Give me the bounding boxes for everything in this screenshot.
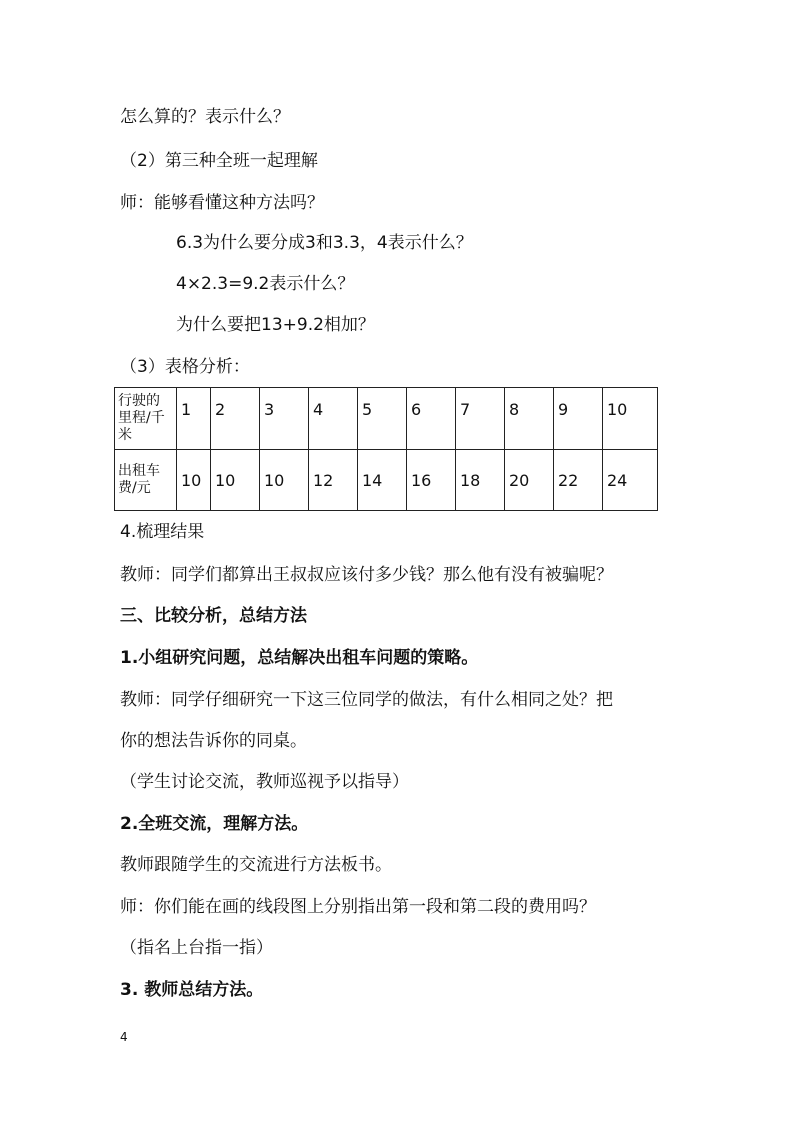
table-row	[115, 450, 658, 511]
table-cell: 10	[177, 450, 211, 511]
subsection-heading: 4.梳理结果	[120, 522, 205, 542]
table-cell: 10	[211, 450, 260, 511]
table-cell: 10	[260, 450, 309, 511]
table-cell: 7	[456, 388, 505, 450]
table-cell: 5	[358, 388, 407, 450]
fare-table	[114, 387, 658, 511]
table-cell: 22	[554, 450, 603, 511]
table-cell: 24	[603, 450, 658, 511]
table-cell: 20	[505, 450, 554, 511]
step-heading: 2.全班交流，理解方法。	[120, 814, 309, 834]
question-line: 为什么要把13+9.2相加？	[176, 315, 375, 335]
subsection-heading: （3）表格分析：	[120, 357, 250, 377]
table-cell: 4	[309, 388, 358, 450]
table-row	[115, 388, 658, 450]
step-heading: 1.小组研究问题，总结解决出租车问题的策略。	[120, 648, 479, 668]
text-line: 怎么算的？表示什么？	[120, 107, 290, 127]
question-line: 4×2.3=9.2表示什么？	[176, 274, 355, 294]
text-line: 师：你们能在画的线段图上分别指出第一段和第二段的费用吗？	[120, 897, 596, 917]
table-cell: 9	[554, 388, 603, 450]
question-line: 6.3为什么要分成3和3.3，4表示什么？	[176, 233, 473, 253]
table-cell: 12	[309, 450, 358, 511]
table-cell: 18	[456, 450, 505, 511]
text-line: 教师跟随学生的交流进行方法板书。	[120, 855, 392, 875]
table-row-header: 行驶的里程/千米	[115, 388, 177, 450]
text-line: 师：能够看懂这种方法吗？	[120, 193, 324, 213]
text-line: 教师：同学仔细研究一下这三位同学的做法，有什么相同之处？把	[120, 690, 613, 710]
table-cell: 16	[407, 450, 456, 511]
table-row-header: 出租车费/元	[115, 450, 177, 511]
subsection-heading: （2）第三种全班一起理解	[120, 151, 318, 171]
text-line: （指名上台指一指）	[120, 938, 273, 958]
text-line: 教师：同学们都算出王叔叔应该付多少钱？那么他有没有被骗呢？	[120, 565, 613, 585]
table-cell: 6	[407, 388, 456, 450]
table-cell: 10	[603, 388, 658, 450]
section-heading: 三、比较分析，总结方法	[120, 606, 307, 626]
table-cell: 1	[177, 388, 211, 450]
table-cell: 14	[358, 450, 407, 511]
table-cell: 8	[505, 388, 554, 450]
page-number: 4	[120, 1030, 128, 1044]
text-line: 你的想法告诉你的同桌。	[120, 731, 307, 751]
table-cell: 3	[260, 388, 309, 450]
table-cell: 2	[211, 388, 260, 450]
step-heading: 3. 教师总结方法。	[120, 980, 264, 1000]
text-line: （学生讨论交流，教师巡视予以指导）	[120, 772, 409, 792]
